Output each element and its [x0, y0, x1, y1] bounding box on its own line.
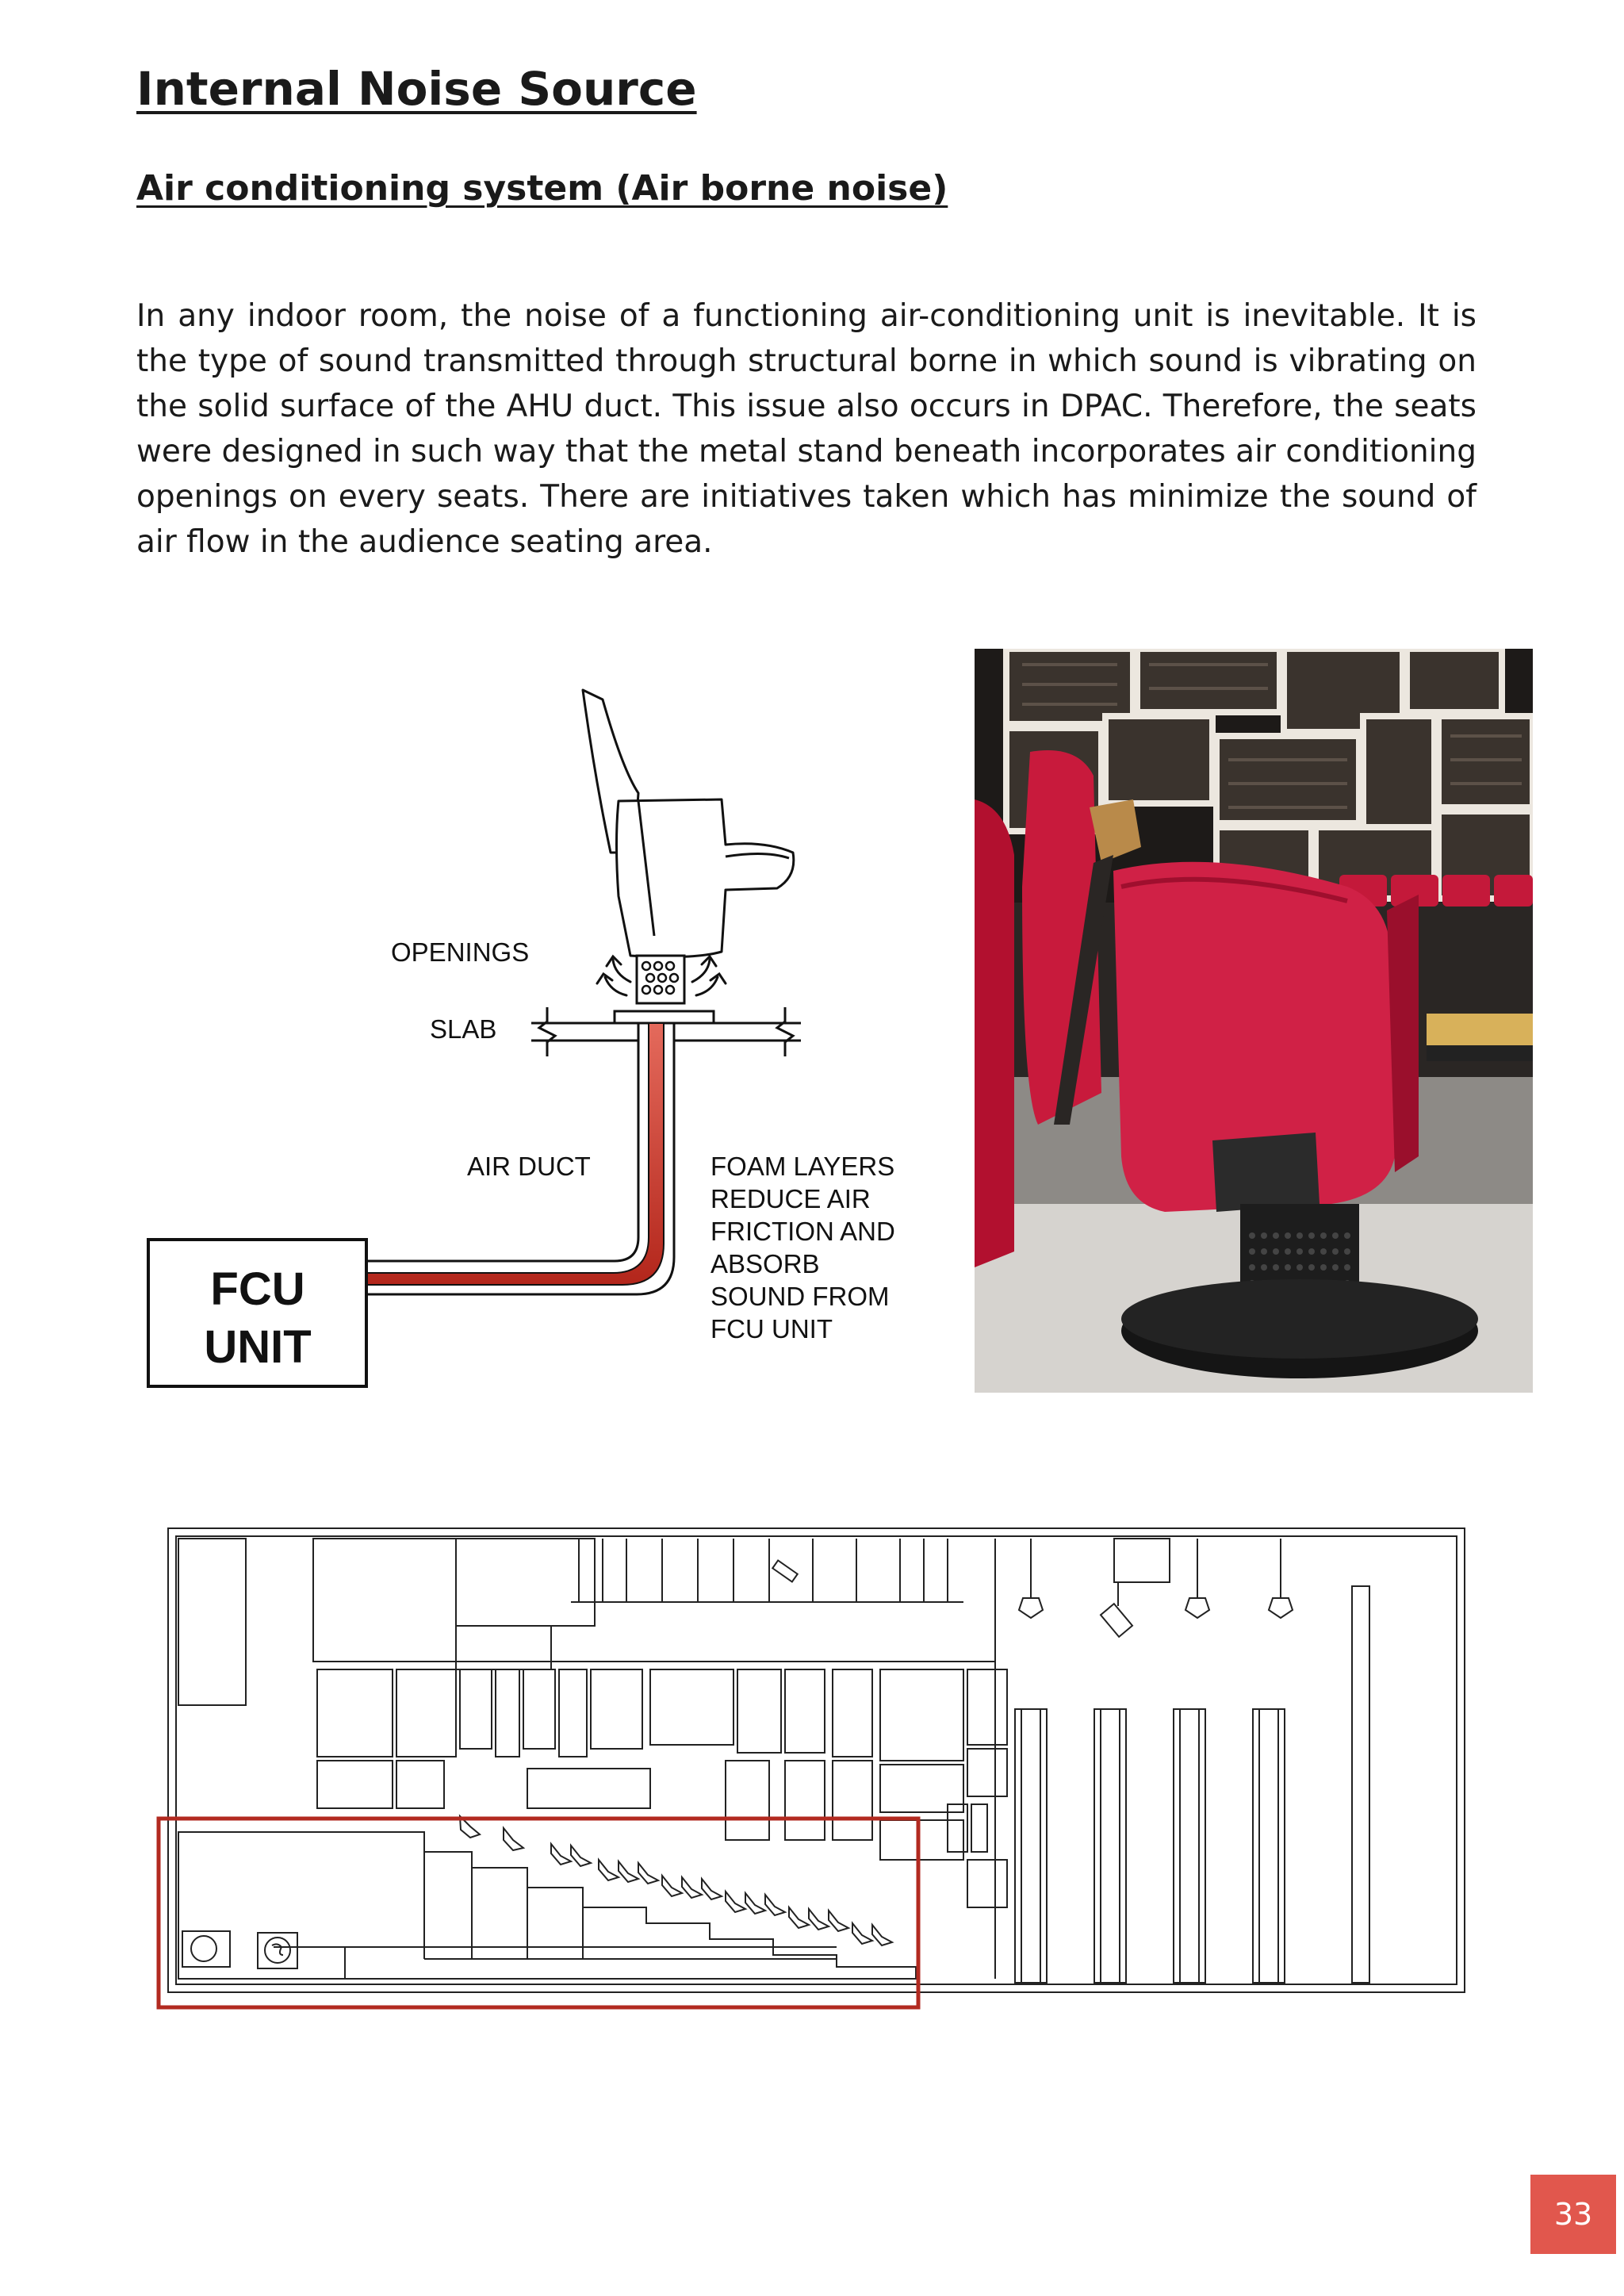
label-air-duct: AIR DUCT: [467, 1152, 591, 1181]
page-number: 33: [1530, 2175, 1616, 2254]
seat-drawing: [583, 690, 794, 957]
label-openings: OPENINGS: [391, 937, 530, 967]
label-foam-4: ABSORB: [710, 1249, 820, 1278]
body-paragraph: In any indoor room, the noise of a functioning air-conditioning unit is inevitable. It is the type of sound transmitted through structural borne in which sound is vibrating on the solid surface of the AHU duct. This issue also occurs in DPAC. Therefore, the seats were designed in such way that the metal stand beneath incorporates air conditioning openings on every seats. There are initiatives taken which has minimize the sound of air flow in the audience seating area.: [136, 298, 1477, 560]
page-title: Internal Noise Source: [136, 62, 697, 116]
label-foam-6: FCU UNIT: [710, 1314, 833, 1343]
fcu-label-line2: UNIT: [204, 1321, 312, 1373]
fcu-label-line1: FCU: [210, 1263, 305, 1315]
section-heading: Air conditioning system (Air borne noise): [136, 168, 948, 209]
section-plan-drawing: [155, 1519, 1475, 2010]
label-foam-3: FRICTION AND: [710, 1217, 895, 1246]
seat-photo: [975, 649, 1533, 1393]
label-foam-5: SOUND FROM: [710, 1282, 890, 1311]
label-foam-2: REDUCE AIR: [710, 1184, 871, 1213]
stand-drawing: [637, 956, 684, 1003]
label-foam-1: FOAM LAYERS: [710, 1152, 895, 1181]
label-slab: SLAB: [430, 1014, 497, 1044]
seat-duct-diagram: [139, 674, 932, 1404]
